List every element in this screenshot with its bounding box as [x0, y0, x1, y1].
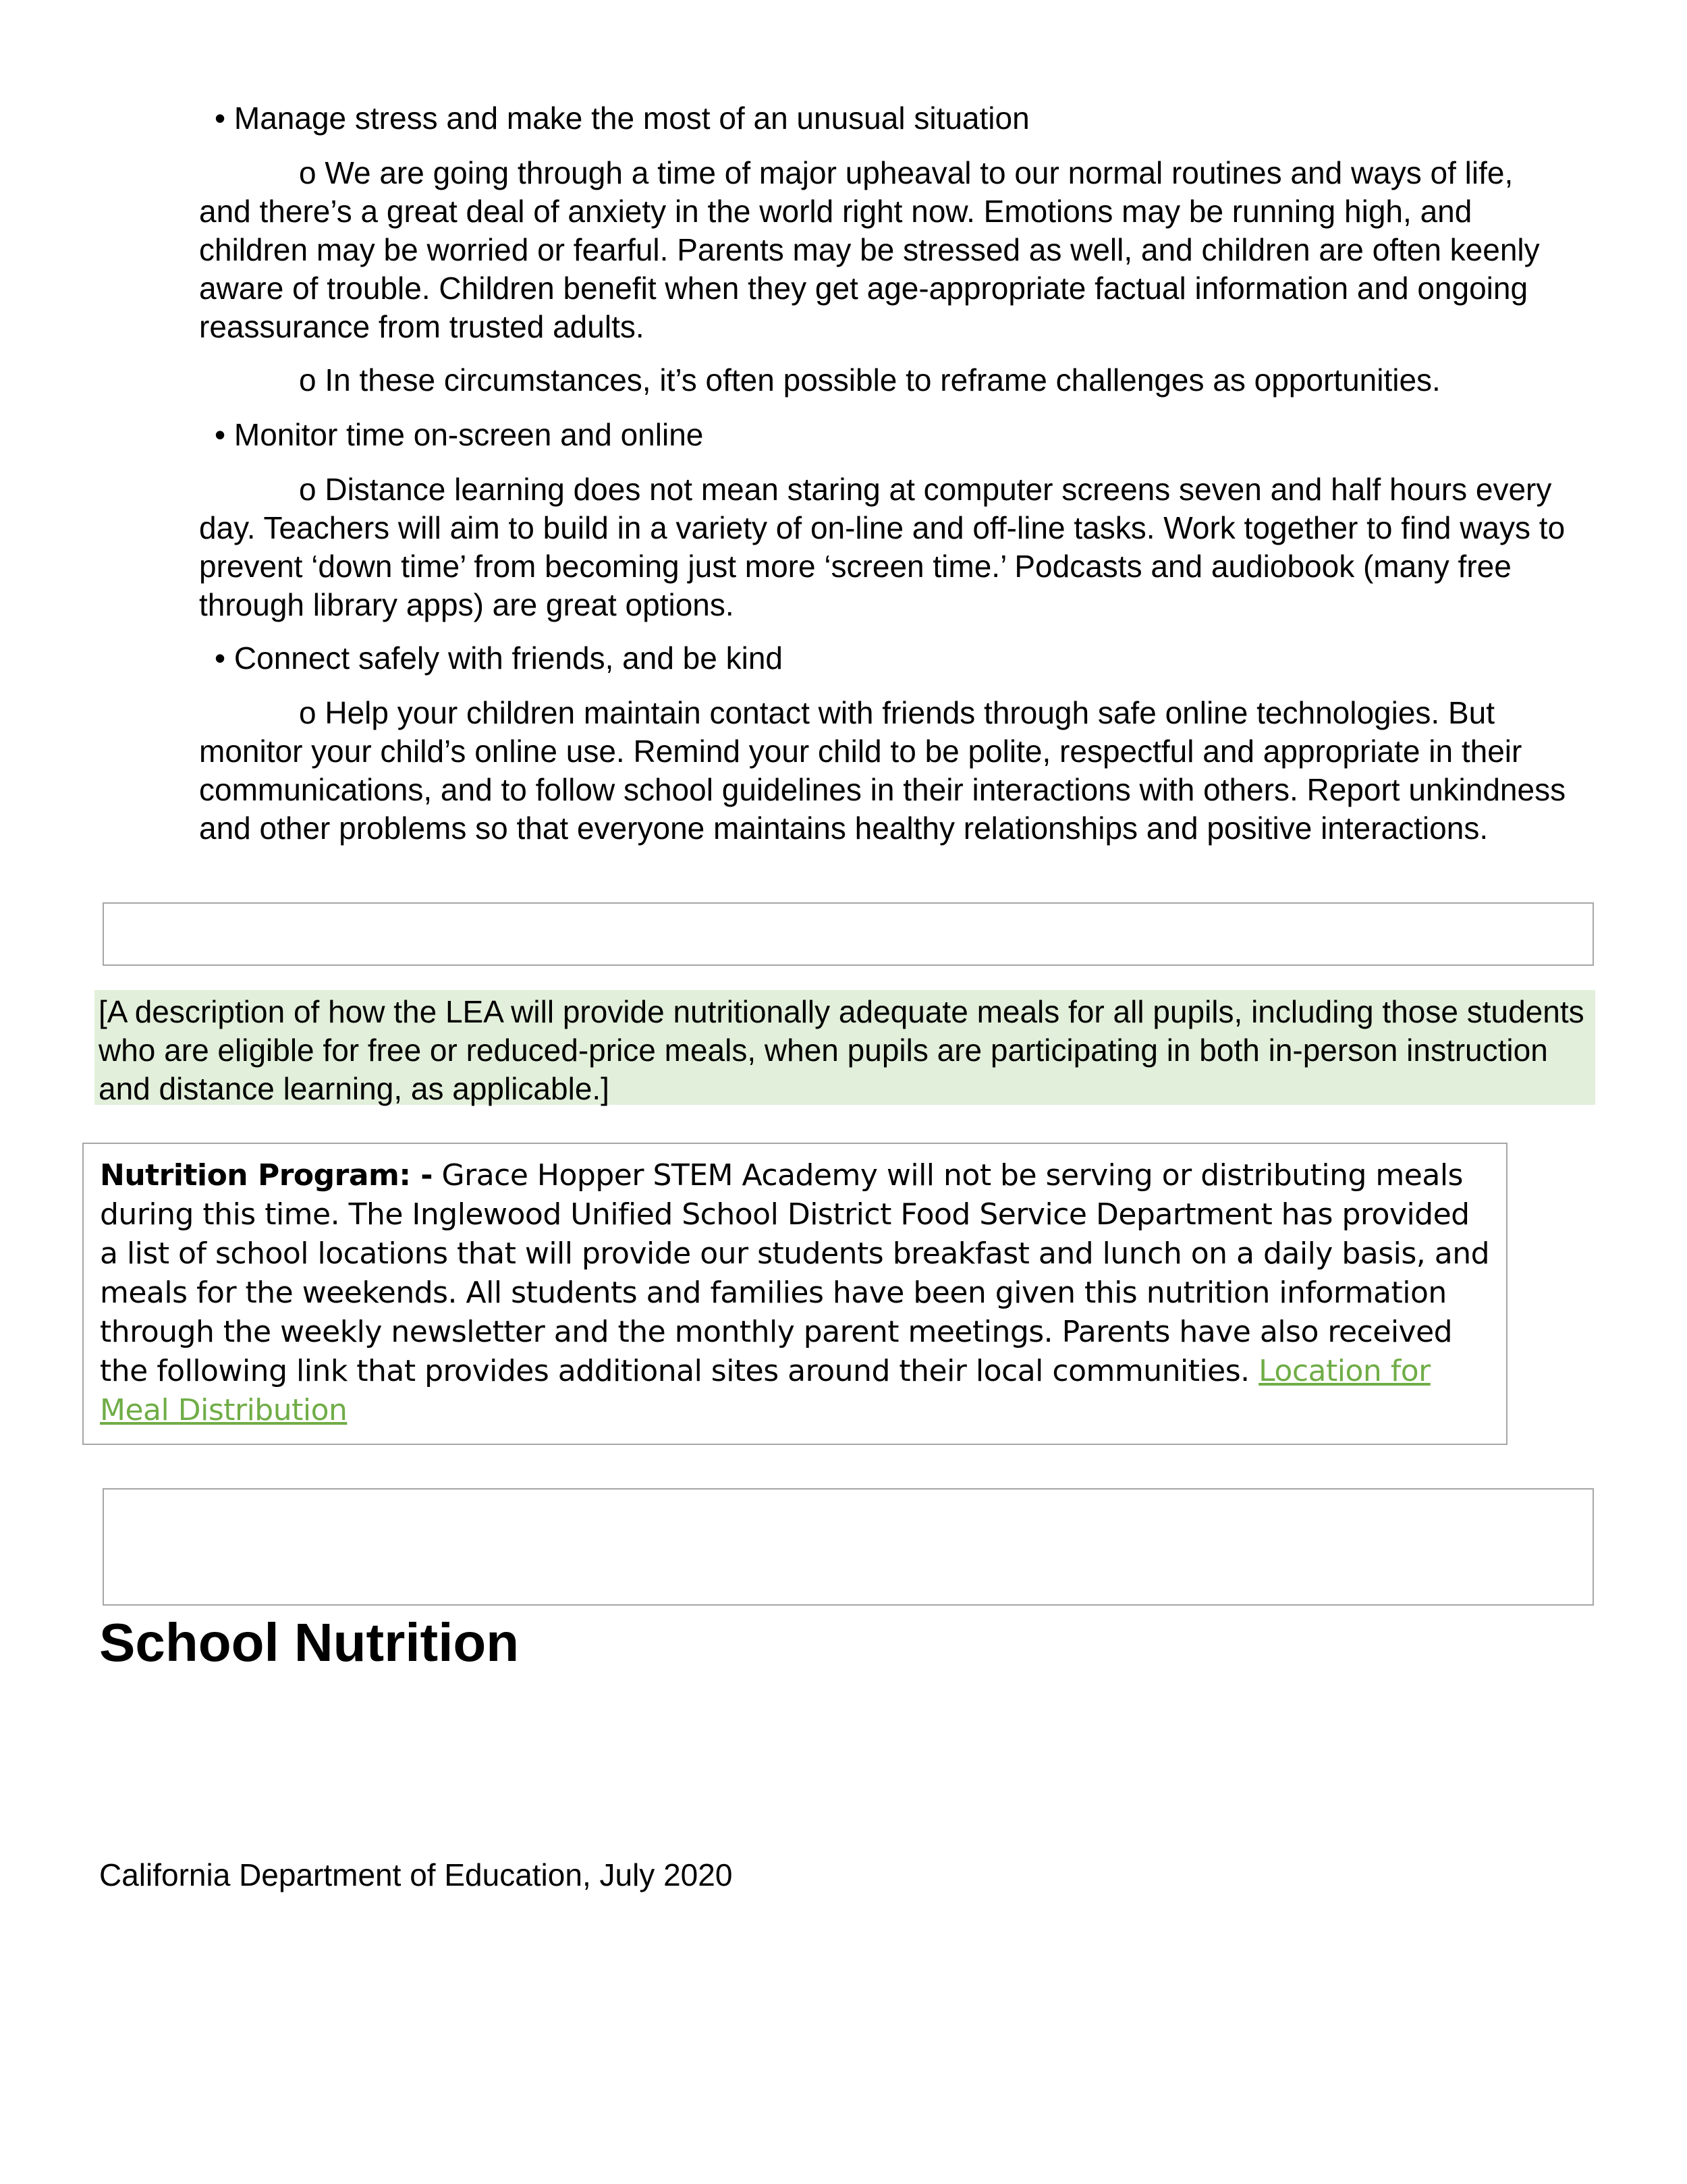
sub-paragraph-upheaval: o We are going through a time of major upheaval to our normal routines and ways of life, and there’s a great deal of anxiety in the world right now. Emotions may be running high, and children may be worried or fearful. Parents may be stressed as well, and children are often keenly aware of trouble. Children benefit when they get age-appropriate factual information and ongoing reassurance from trusted adults.: [199, 155, 1540, 344]
prompt-description: [A description of how the LEA will provide nutritionally adequate meals for all pupils, including those students who are eligible for free or reduced-price meals, when pupils are participating in both in-person instruction and distance learning, as applicable.]: [94, 990, 1595, 1105]
section-heading: School Nutrition: [99, 1612, 520, 1672]
sub-paragraph-reframe: o In these circumstances, it’s often possible to reframe challenges as opportunities.: [299, 362, 1441, 398]
bullet-manage-stress: • Manage stress and make the most of an unusual situation: [215, 101, 1030, 136]
sub-paragraph-online-safety: o Help your children maintain contact with friends through safe online technologies. But monitor your child’s online use. Remind your child to be polite, respectful and appropriate in their communications, and to follow school guidelines in their interactions with others. Report unkindness and other problems so that everyone maintains healthy relationships and positive interactions.: [199, 695, 1566, 846]
sub-paragraph-distance-learning: o Distance learning does not mean staring at computer screens seven and half hours every day. Teachers will aim to build in a variety of on-line and off-line tasks. Work together to find ways to prevent ‘down time’ from becoming just more ‘screen time.’ Podcasts and audiobook (many free through library apps) are great options.: [199, 472, 1566, 622]
nutrition-program-label: Nutrition Program: -: [100, 1158, 433, 1193]
nutrition-program-text: Grace Hopper STEM Academy will not be serving or distributing meals during this time. The Inglewood Unified School District Food Service Department has provided a list of school locations that will provide our students breakfast and lunch on a daily basis, and meals for the weekends. All students and families have been given this nutrition information through the weekly newsletter and the monthly parent meetings. Parents have also received the following link that provides additional sites around their local communities.: [100, 1158, 1490, 1388]
nutrition-program-box: [82, 1143, 1508, 1445]
footer-text: California Department of Education, July 2020: [99, 1857, 733, 1892]
bullet-connect-safely: • Connect safely with friends, and be kind: [215, 640, 783, 676]
empty-form-box-2: [103, 1488, 1594, 1606]
bullet-monitor-screen-time: • Monitor time on-screen and online: [215, 417, 704, 452]
empty-form-box: [103, 902, 1594, 966]
meal-distribution-link[interactable]: Location for Meal Distribution: [100, 1354, 1431, 1427]
